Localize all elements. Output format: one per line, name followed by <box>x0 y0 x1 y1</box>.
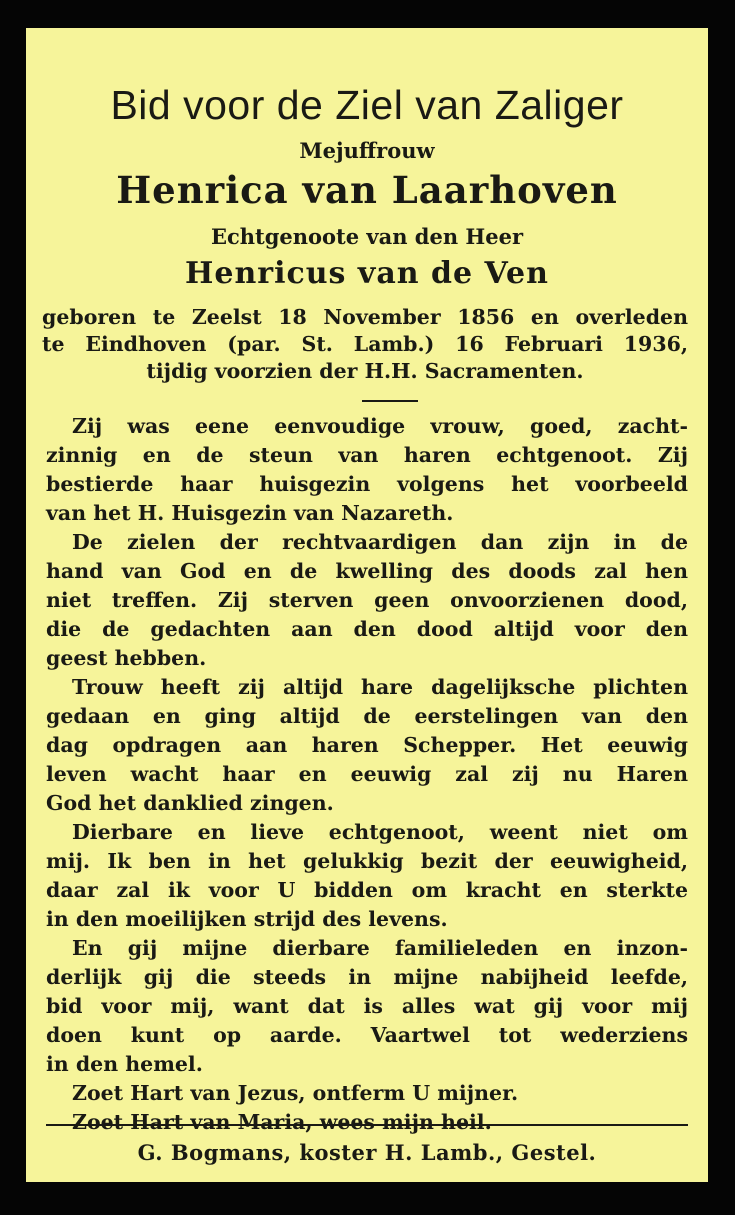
text-line: En gij mijne dierbare familieleden en inzon- <box>72 936 688 960</box>
memorial-card <box>26 28 708 1182</box>
spouse-label: Echtgenoote van den Heer <box>210 224 524 249</box>
closing-prayer: Zoet Hart van Maria, wees mijn heil. <box>72 1110 492 1134</box>
text-line: gedaan en ging altijd de eerstelingen van den <box>46 704 688 728</box>
text-line: dag opdragen aan haren Schepper. Het eeuwig <box>46 733 688 757</box>
text-line: die de gedachten aan den dood altijd voor den <box>46 617 688 641</box>
text-line: leven wacht haar en eeuwig zal zij nu Haren <box>46 762 688 786</box>
text-line: geest hebben. <box>46 646 207 670</box>
honorific: Mejuffrouw <box>299 138 435 163</box>
text-line: daar zal ik voor U bidden om kracht en sterkte <box>46 878 688 902</box>
closing-prayer: Zoet Hart van Jezus, ontferm U mijner. <box>72 1081 519 1105</box>
text-line: Dierbare en lieve echtgenoot, weent niet om <box>72 820 688 844</box>
text-line: hand van God en de kwelling des doods zal hen <box>46 559 688 583</box>
text-line: zinnig en de steun van haren echtgenoot. Zij <box>46 443 688 467</box>
bio-line: te Eindhoven (par. St. Lamb.) 16 Februari 1936, <box>42 332 688 356</box>
bio-line: geboren te Zeelst 18 November 1856 en overleden <box>42 305 688 329</box>
text-line: in den hemel. <box>46 1052 203 1076</box>
text-line: derlijk gij die steeds in mijne nabijheid leefde, <box>46 965 688 989</box>
text-line: Zij was eene eenvoudige vrouw, goed, zacht- <box>72 414 688 438</box>
bio-line: tijdig voorzien der H.H. Sacramenten. <box>146 359 584 383</box>
biography <box>42 304 688 385</box>
divider-short <box>362 400 418 402</box>
text-line: Trouw heeft zij altijd hare dagelijksche plichten <box>72 675 688 699</box>
printer-credit: G. Bogmans, koster H. Lamb., Gestel. <box>137 1140 597 1165</box>
memorial-text <box>46 412 688 1137</box>
spouse-name: Henricus van de Ven <box>185 256 549 291</box>
text-line: bestierde haar huisgezin volgens het voorbeeld <box>46 472 688 496</box>
text-line: God het danklied zingen. <box>46 791 334 815</box>
card-title: Bid voor de Ziel van Zaliger <box>110 82 624 128</box>
text-line: doen kunt op aarde. Vaartwel tot wederziens <box>46 1023 688 1047</box>
text-line: mij. Ik ben in het gelukkig bezit der eeuwigheid, <box>46 849 688 873</box>
text-line: in den moeilijken strijd des levens. <box>46 907 448 931</box>
text-line: bid voor mij, want dat is alles wat gij voor mij <box>46 994 688 1018</box>
deceased-name: Henrica van Laarhoven <box>116 168 618 212</box>
divider-long <box>46 1124 688 1126</box>
text-line: niet treffen. Zij sterven geen onvoorzienen dood, <box>46 588 688 612</box>
text-line: van het H. Huisgezin van Nazareth. <box>46 501 454 525</box>
text-line: De zielen der rechtvaardigen dan zijn in de <box>72 530 688 554</box>
